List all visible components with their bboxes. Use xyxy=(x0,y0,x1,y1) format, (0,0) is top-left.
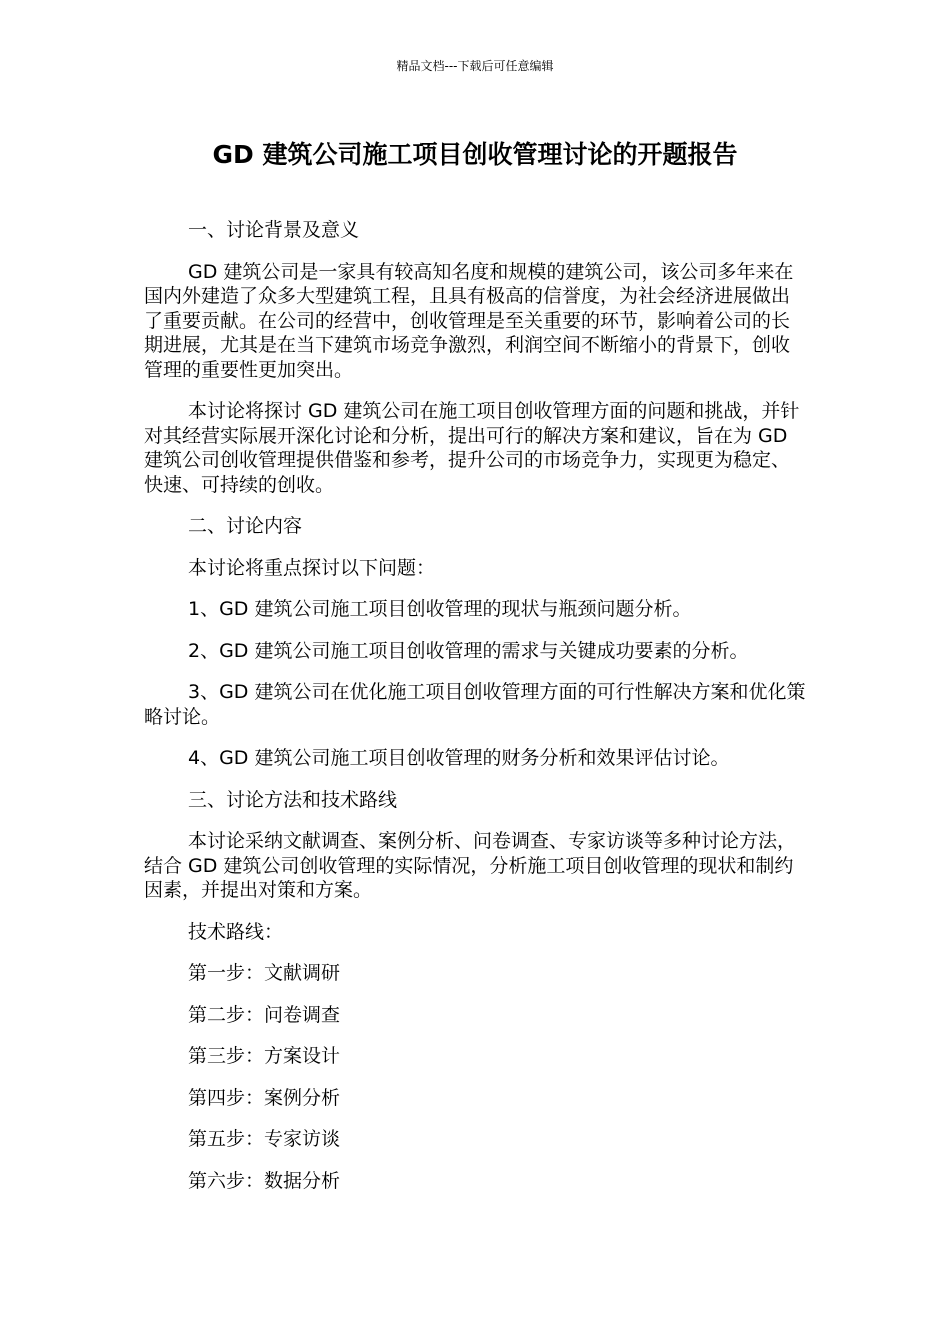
roadmap-step-6: 第六步：数据分析 xyxy=(188,1169,341,1192)
document-title: GD 建筑公司施工项目创收管理讨论的开题报告 xyxy=(212,140,738,169)
roadmap-step-1: 第一步：文献调研 xyxy=(188,962,341,984)
paragraph-content-intro: 本讨论将重点探讨以下问题： xyxy=(188,556,436,579)
list-item-4: 4、GD 建筑公司施工项目创收管理的财务分析和效果评估讨论。 xyxy=(188,747,730,769)
roadmap-step-4: 第四步：案例分析 xyxy=(188,1086,341,1109)
section-heading-methods: 三、讨论方法和技术路线 xyxy=(188,788,398,811)
roadmap-step-3: 第三步：方案设计 xyxy=(188,1045,341,1067)
paragraph-roadmap-label: 技术路线： xyxy=(188,920,284,943)
section-heading-content: 二、讨论内容 xyxy=(188,515,303,537)
list-item-1: 1、GD 建筑公司施工项目创收管理的现状与瓶颈问题分析。 xyxy=(188,598,692,620)
paragraph-background: GD 建筑公司是一家具有较高知名度和规模的建筑公司，该公司多年来在国内外建造了众多大型建筑工程，且具有极高的信誉度，为社会经济进展做出了重要贡献。在公司的经营中，创收管理是至关重要的环节，影响着公司的长期进展，尤其是在当下建筑市场竞争激烈，利润空间不断缩小的背景下，创收管理的重要性更加突出。 xyxy=(144,260,794,381)
header-note: 精品文档---下载后可任意编辑 xyxy=(396,59,554,73)
document-body xyxy=(144,218,808,1210)
section-heading-background: 一、讨论背景及意义 xyxy=(188,219,360,241)
paragraph-methods: 本讨论采纳文献调查、案例分析、问卷调查、专家访谈等多种讨论方法，结合 GD 建筑公司创收管理的实际情况，分析施工项目创收管理的现状和制约因素，并提出对策和方案。 xyxy=(144,830,797,901)
list-item-3: 3、GD 建筑公司在优化施工项目创收管理方面的可行性解决方案和优化策略讨论。 xyxy=(144,681,806,728)
roadmap-step-2: 第二步：问卷调查 xyxy=(188,1003,341,1026)
paragraph-purpose: 本讨论将探讨 GD 建筑公司在施工项目创收管理方面的问题和挑战，并针对其经营实际展开深化讨论和分析，提出可行的解决方案和建议，旨在为 GD 建筑公司创收管理提供借鉴和参考，提升公司的市场竞争力，实现更为稳定、快速、可持续的创收。 xyxy=(144,400,800,496)
list-item-2: 2、GD 建筑公司施工项目创收管理的需求与关键成功要素的分析。 xyxy=(188,639,749,662)
roadmap-step-5: 第五步：专家访谈 xyxy=(188,1128,341,1150)
